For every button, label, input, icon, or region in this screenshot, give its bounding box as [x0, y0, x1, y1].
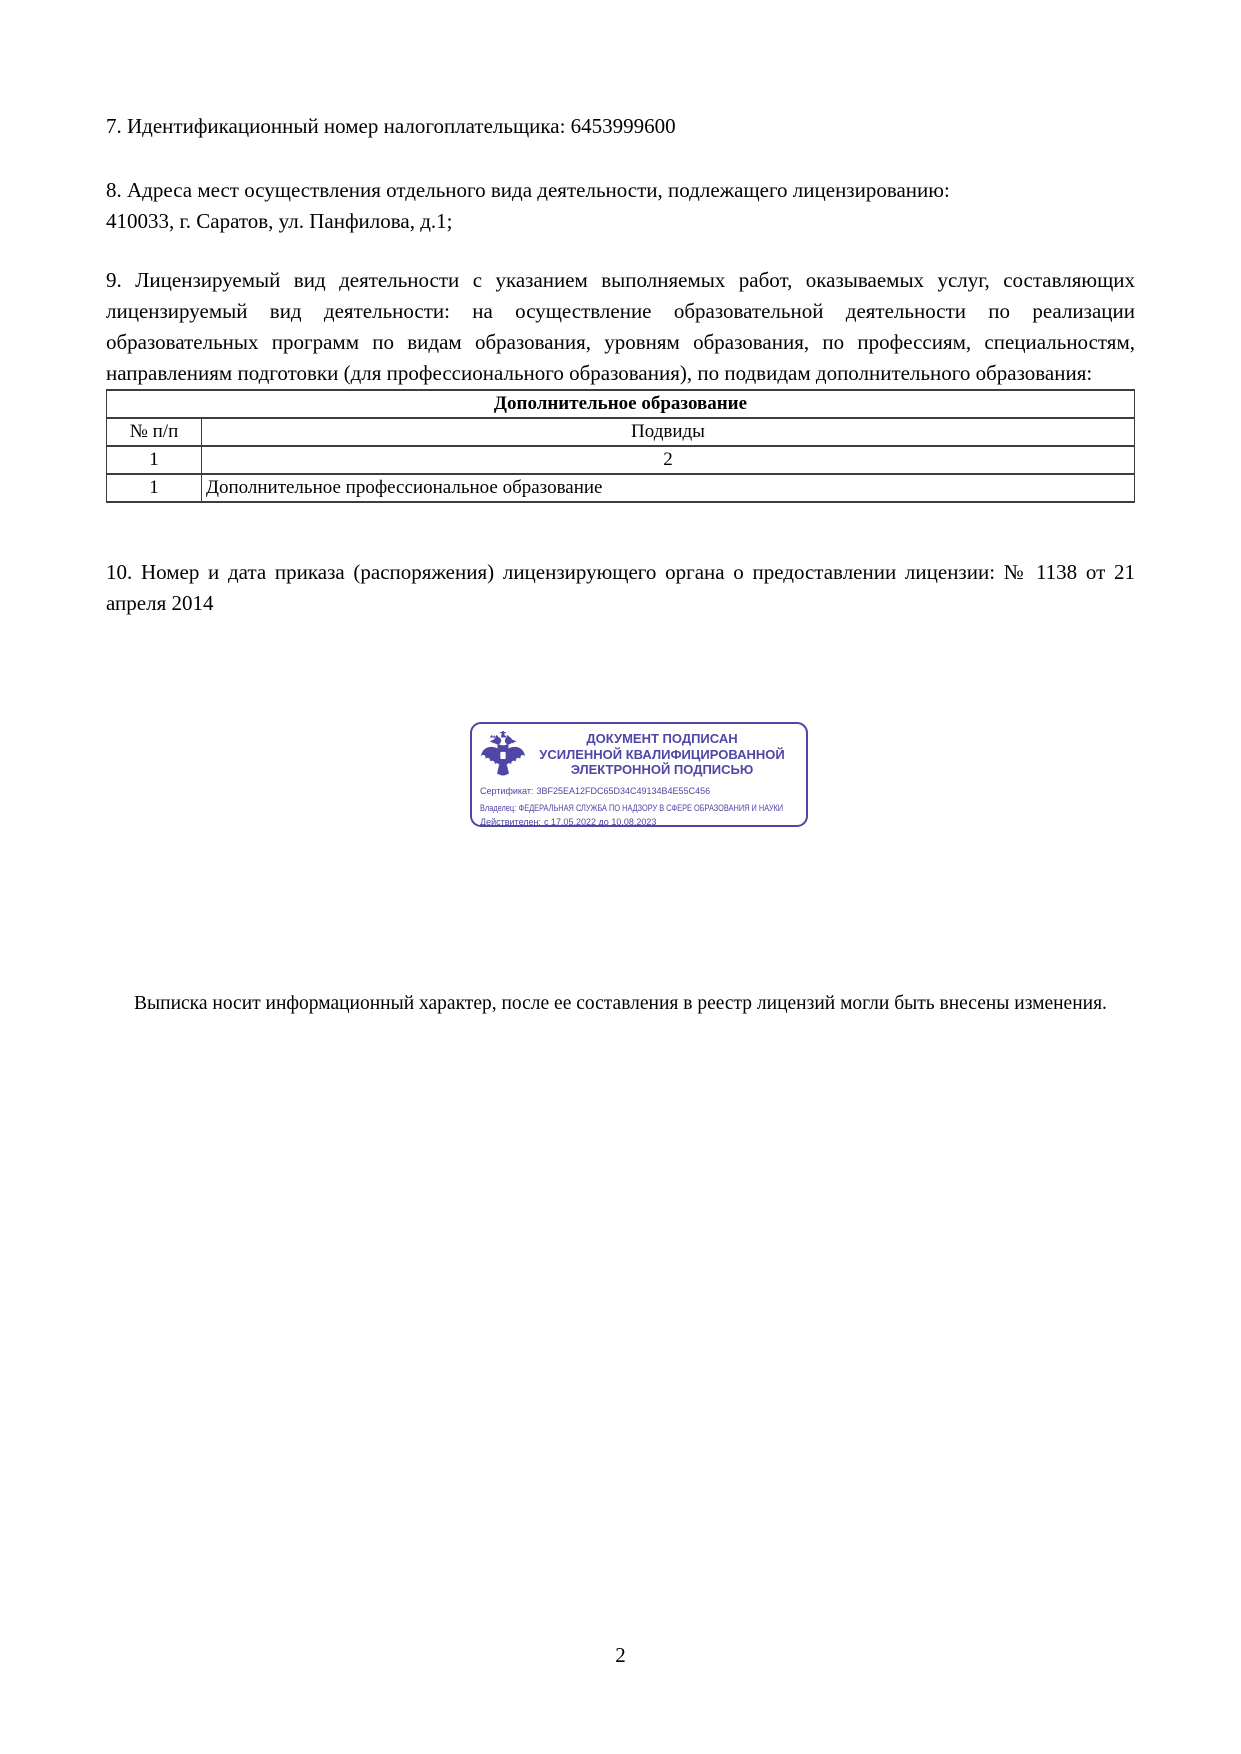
table-numbering-row: [107, 446, 1135, 474]
owner-value: ФЕДЕРАЛЬНАЯ СЛУЖБА ПО НАДЗОРУ В СФЕРЕ ОБРАЗОВАНИЯ И НАУКИ: [518, 802, 784, 813]
subtypes-table: [106, 389, 1135, 503]
paragraph-9-activity: 9. Лицензируемый вид деятельности с указанием выполняемых работ, оказываемых услуг, составляющих лицензируемый вид деятельности: на осуществление образовательной деятельности по реализации образовательных программ по видам образования, уровням образования, по профессиям, специальностям, направлениям подготовки (для профессионального образования), по подвидам дополнительного образования:: [106, 268, 1135, 385]
paragraph-7-inn: 7. Идентификационный номер налогоплательщика: 6453999600: [106, 114, 676, 138]
informational-note: Выписка носит информационный характер, после ее составления в реестр лицензий могли быть внесены изменения.: [134, 993, 1107, 1014]
digital-signature-stamp: [470, 722, 808, 827]
page-number: 2: [615, 1643, 626, 1667]
stamp-top-row: [480, 729, 798, 780]
stamp-title-line-3: ЭЛЕКТРОННОЙ ПОДПИСЬЮ: [570, 762, 754, 777]
certificate-value: 3BF25EA12FDC65D34C49134B4E55C456: [536, 786, 711, 796]
document-content: [106, 0, 1135, 619]
row-subtype-cell: Дополнительное профессиональное образование: [202, 474, 1135, 502]
paragraph-8-line-1: 8. Адреса мест осуществления отдельного вида деятельности, подлежащего лицензированию:: [106, 178, 950, 202]
stamp-certificate-line: [480, 785, 798, 798]
row-number-cell: 1: [107, 474, 202, 502]
table-title: Дополнительное образование: [107, 390, 1135, 418]
paragraph-8-addresses: [106, 175, 1135, 237]
stamp-title-block: [526, 729, 798, 778]
paragraph-8-line-2: 410033, г. Саратов, ул. Панфилова, д.1;: [106, 209, 453, 233]
stamp-validity-line: [480, 816, 798, 829]
table-title-row: [107, 390, 1135, 418]
validity-label: Действителен:: [480, 816, 542, 827]
coat-of-arms-eagle-icon: [480, 730, 526, 780]
stamp-owner-line: [480, 802, 783, 815]
numbering-cell-2: 2: [202, 446, 1135, 474]
stamp-title-line-2: УСИЛЕННОЙ КВАЛИФИЦИРОВАННОЙ: [539, 746, 785, 762]
certificate-label: Сертификат:: [480, 786, 534, 796]
validity-value: с 17.05.2022 до 10.08.2023: [544, 816, 657, 827]
table-row: [107, 474, 1135, 502]
column-header-number: № п/п: [107, 418, 202, 446]
stamp-details: [480, 785, 798, 828]
stamp-title-line-1: ДОКУМЕНТ ПОДПИСАН: [586, 731, 738, 746]
owner-label: Владелец:: [480, 802, 517, 813]
numbering-cell-1: 1: [107, 446, 202, 474]
table-header-row: [107, 418, 1135, 446]
paragraph-10-order: 10. Номер и дата приказа (распоряжения) лицензирующего органа о предоставлении лицензии: № 1138 от 21 апреля 2014: [106, 560, 1135, 615]
column-header-subtypes: Подвиды: [202, 418, 1135, 446]
